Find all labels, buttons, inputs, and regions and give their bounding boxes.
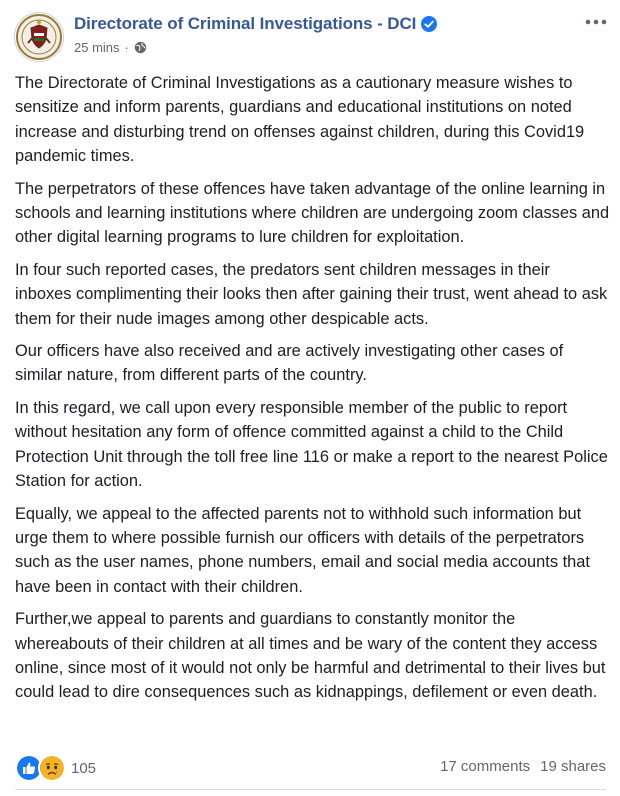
dci-seal-logo [15, 13, 63, 61]
sad-icon [38, 754, 66, 782]
post-paragraph: Further,we appeal to parents and guardians to constantly monitor the whereabouts of their children at all times and be wary of the content they access online, since most of it would not only be harmful and detrimental to their lives but could lead to dire consequences such as kidnappings, defilement or even death. [15, 610, 606, 702]
reaction-count: 105 [71, 759, 97, 777]
post-body [15, 71, 610, 713]
post-paragraph: Our officers have also received and are actively investigating other cases of similar nature, from different parts of the country. [15, 342, 564, 385]
page-name-row [74, 14, 437, 34]
verified-badge-icon [421, 16, 437, 32]
comments-count-link[interactable]: 17 comments [440, 758, 531, 775]
reactions-summary[interactable] [15, 754, 96, 782]
globe-icon[interactable] [134, 41, 147, 54]
meta-separator: · [124, 40, 129, 55]
post-footer [15, 754, 606, 782]
page-name-link[interactable]: Directorate of Criminal Investigations - DCI [74, 14, 417, 33]
more-options-icon[interactable] [584, 16, 608, 28]
post-paragraph: The Directorate of Criminal Investigations as a cautionary measure wishes to sensitize and inform parents, guardians and educational institutions on noted increase and disturbing trend on offenses against children, during this Covid19 pandemic times. [15, 74, 585, 166]
post-paragraph: Equally, we appeal to the affected parents not to withhold such information but urge them to where possible furnish our officers with details of the perpetrators such as the user names, phone numbers, email and social media accounts that have been in contact with their children. [15, 504, 590, 596]
page-avatar[interactable] [14, 12, 64, 62]
engagement-stats [440, 758, 606, 775]
post-paragraph: In this regard, we call upon every responsible member of the public to report without hesitation any form of offence committed against a child to the Child Protection Unit through the toll free line 116 or make a report to the nearest Police Station for action. [15, 398, 608, 491]
footer-divider [15, 789, 606, 790]
post-meta [74, 40, 147, 55]
post-paragraph: In four such reported cases, the predators sent children messages in their inboxes complimenting their looks then after gaining their trust, went ahead to ask them for their nude images among other despicable acts. [15, 260, 608, 328]
post-timestamp[interactable]: 25 mins [74, 40, 120, 55]
shares-count-link[interactable]: 19 shares [540, 758, 606, 775]
post-paragraph: The perpetrators of these offences have taken advantage of the online learning in schools and learning institutions where children are undergoing zoom classes and other digital learning programs to lure children for exploitation. [15, 179, 610, 247]
post-header [14, 12, 610, 62]
